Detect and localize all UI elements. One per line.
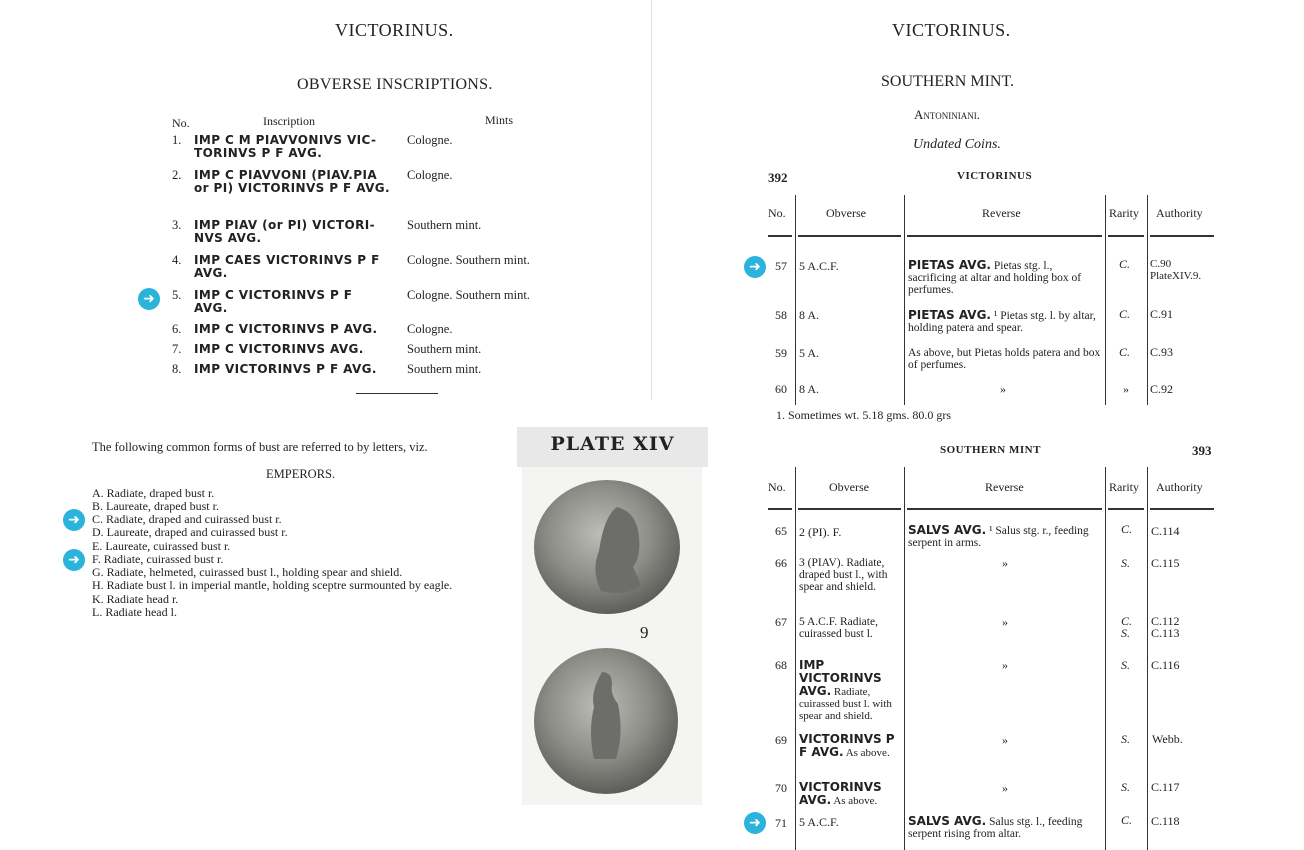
cell-rarity: S.: [1121, 780, 1130, 794]
cell-rarity: C.: [1119, 345, 1131, 359]
inscription-text: IMP CAES VICTORINVS P F AVG.: [194, 253, 380, 280]
cell-rarity: S.: [1121, 732, 1130, 746]
running-head: VICTORINUS: [957, 170, 1033, 182]
inscription-text: IMP VICTORINVS P F AVG.: [194, 362, 377, 376]
plate-title: PLATE XIV: [550, 433, 675, 455]
cell-authority: C.114: [1151, 524, 1180, 538]
header-rule: [798, 508, 901, 510]
header-rule: [907, 508, 1102, 510]
bust-item: A. Radiate, draped bust r.: [92, 486, 215, 500]
bust-item: D. Laureate, draped and cuirassed bust r.: [92, 525, 288, 539]
cell-reverse: [908, 815, 1102, 840]
header-rule: [1150, 508, 1214, 510]
header-rule: [1108, 235, 1144, 237]
cell-no: 71: [775, 816, 787, 830]
section-rule: [356, 393, 438, 394]
cell-obverse: 2 (PI). F.: [799, 525, 842, 539]
cell-obverse: 5 A.C.F.: [799, 815, 839, 829]
cell-no: 68: [775, 658, 787, 672]
emperors-heading: EMPERORS.: [266, 467, 336, 481]
row-number: 5.: [172, 288, 182, 302]
cell-reverse: [908, 309, 1102, 334]
reverse-legend: SALVS AVG.: [908, 523, 987, 537]
reverse-legend: SALVS AVG.: [908, 814, 987, 828]
inscription-text: IMP C VICTORINVS P AVG.: [194, 322, 378, 336]
col-divider: [1105, 467, 1106, 850]
cell-authority: C.118: [1151, 814, 1180, 828]
col-divider: [1147, 195, 1148, 405]
row-number: 3.: [172, 218, 182, 232]
cell-rarity: S.: [1121, 556, 1130, 570]
header-rule: [1108, 508, 1144, 510]
reverse-desc: ¹ Pietas stg. l. by altar, holding patera and spear.: [908, 310, 1096, 334]
obverse-desc: Radiate, cuirassed bust l. with spear and shield.: [799, 686, 892, 722]
mint-text: Cologne.: [407, 133, 453, 147]
inscription-text: IMP PIAV (or PI) VICTORI-NVS AVG.: [194, 218, 375, 245]
cell-authority: C.93: [1150, 345, 1174, 359]
header-authority: Authority: [1156, 480, 1203, 494]
header-rule: [798, 235, 901, 237]
mint-heading: SOUTHERN MINT.: [881, 73, 1015, 90]
header-rule: [1150, 235, 1214, 237]
cell-no: 67: [775, 615, 787, 629]
obverse-legend: VICTORINVS P F AVG.: [799, 732, 895, 759]
cell-authority: C.117: [1151, 780, 1180, 794]
cell-authority: Webb.: [1152, 732, 1183, 746]
row-number: 8.: [172, 362, 182, 376]
cell-reverse: [908, 524, 1102, 549]
bust-item: B. Laureate, draped bust r.: [92, 499, 219, 513]
header-rule: [907, 235, 1102, 237]
col-divider: [795, 195, 796, 405]
page-divider: [651, 0, 652, 400]
cell-rarity: C.: [1119, 257, 1131, 271]
cell-rarity: S.: [1121, 658, 1130, 672]
bust-item: H. Radiate bust l. in imperial mantle, holding sceptre surmounted by eagle.: [92, 578, 453, 592]
left-page-title: VICTORINUS.: [335, 20, 454, 40]
denomination-heading: Antoniniani.: [914, 107, 980, 122]
cell-no: 65: [775, 524, 787, 538]
reverse-legend: PIETAS AVG.: [908, 308, 991, 322]
cell-obverse: [799, 781, 903, 807]
cell-authority: C.112 C.113: [1151, 614, 1180, 640]
col-divider: [904, 467, 905, 850]
cell-reverse: »: [1000, 382, 1006, 396]
cell-no: 59: [775, 346, 787, 360]
row-number: 1.: [172, 133, 182, 147]
row-number: 4.: [172, 253, 182, 267]
cell-reverse: »: [1002, 615, 1008, 629]
header-rarity: Rarity: [1109, 206, 1139, 220]
reverse-desc: Pietas stg. l., sacrificing at altar and holding box of perfumes.: [908, 260, 1082, 296]
arrow-right-circle-icon: ➜: [63, 509, 85, 531]
cell-rarity: »: [1123, 382, 1129, 396]
cell-obverse: 5 A.C.F.: [799, 259, 839, 273]
obverse-legend: IMP VICTORINVS AVG.: [799, 658, 882, 698]
header-reverse: Reverse: [982, 206, 1021, 220]
coin-illustration: [522, 467, 702, 805]
bust-item: K. Radiate head r.: [92, 592, 179, 606]
cell-obverse: 5 A.C.F. Radiate, cuirassed bust l.: [799, 616, 878, 640]
mint-text: Cologne.: [407, 168, 453, 182]
footnote: 1. Sometimes wt. 5.18 gms. 80.0 grs: [776, 408, 952, 422]
reverse-desc: ¹ Salus stg. r., feeding serpent in arms.: [908, 525, 1089, 549]
cell-authority: C.116: [1151, 658, 1180, 672]
inscription-text: IMP C PIAVVONI (PIAV.PIA or PI) VICTORINVS P F AVG.: [194, 168, 390, 195]
cell-authority: C.115: [1151, 556, 1180, 570]
col-header-no: No.: [172, 116, 190, 130]
mint-text: Southern mint.: [407, 362, 482, 376]
page-number-393: 393: [1192, 443, 1212, 458]
arrow-right-circle-icon: ➜: [744, 256, 766, 278]
bust-item: F. Radiate, cuirassed bust r.: [92, 552, 224, 566]
cell-rarity: C.: [1119, 307, 1131, 321]
cell-authority: C.91: [1150, 307, 1174, 321]
cell-obverse: 8 A.: [799, 382, 820, 396]
mint-text: Southern mint.: [407, 218, 482, 232]
row-number: 2.: [172, 168, 182, 182]
cell-obverse: 5 A.: [799, 346, 820, 360]
inscription-text: IMP C VICTORINVS P F AVG.: [194, 288, 353, 315]
col-divider: [1147, 467, 1148, 850]
header-obverse: Obverse: [829, 480, 869, 494]
header-rule: [768, 508, 792, 510]
cell-reverse: »: [1002, 781, 1008, 795]
header-authority: Authority: [1156, 206, 1203, 220]
cell-obverse: 3 (PIAV). Radiate, draped bust l., with spear and shield.: [799, 557, 888, 593]
row-number: 7.: [172, 342, 182, 356]
header-no: No.: [768, 480, 786, 494]
obverse-desc: As above.: [845, 747, 890, 759]
cell-rarity: C. S.: [1121, 614, 1133, 640]
arrow-right-circle-icon: ➜: [744, 812, 766, 834]
left-page-subtitle: OBVERSE INSCRIPTIONS.: [297, 76, 493, 93]
mint-text: Cologne.: [407, 322, 453, 336]
cell-rarity: C.: [1121, 522, 1133, 536]
page-number-392: 392: [768, 170, 788, 185]
cell-reverse: »: [1002, 658, 1008, 672]
cell-no: 69: [775, 733, 787, 747]
header-no: No.: [768, 206, 786, 220]
cell-no: 57: [775, 259, 787, 273]
bust-intro: The following common forms of bust are referred to by letters, viz.: [92, 440, 428, 454]
cell-no: 58: [775, 308, 787, 322]
cell-reverse: »: [1002, 556, 1008, 570]
header-obverse: Obverse: [826, 206, 866, 220]
cell-rarity: C.: [1121, 813, 1133, 827]
cell-obverse: [799, 659, 903, 722]
col-header-inscription: Inscription: [263, 114, 315, 128]
reverse-legend: PIETAS AVG.: [908, 258, 991, 272]
cell-authority: C.92: [1150, 382, 1174, 396]
running-head: SOUTHERN MINT: [940, 444, 1041, 456]
cell-reverse: »: [1002, 733, 1008, 747]
arrow-right-circle-icon: ➜: [138, 288, 160, 310]
obverse-legend: VICTORINVS AVG.: [799, 780, 882, 807]
inscription-text: IMP C VICTORINVS AVG.: [194, 342, 364, 356]
cell-obverse: 8 A.: [799, 308, 820, 322]
bust-item: C. Radiate, draped and cuirassed bust r.: [92, 512, 282, 526]
mint-text: Cologne. Southern mint.: [407, 288, 530, 302]
cell-obverse: [799, 733, 903, 759]
cell-no: 60: [775, 382, 787, 396]
col-divider: [795, 467, 796, 850]
undated-heading: Undated Coins.: [913, 137, 1001, 152]
bust-item: E. Laureate, cuirassed bust r.: [92, 539, 231, 553]
cell-no: 66: [775, 556, 787, 570]
cell-reverse: [908, 259, 1102, 296]
col-header-mints: Mints: [485, 113, 514, 127]
arrow-right-circle-icon: ➜: [63, 549, 85, 571]
mint-text: Cologne. Southern mint.: [407, 253, 530, 267]
coin-number: 9: [640, 623, 649, 642]
row-number: 6.: [172, 322, 182, 336]
bust-item: G. Radiate, helmeted, cuirassed bust l., holding spear and shield.: [92, 565, 403, 579]
right-page-title: VICTORINUS.: [892, 20, 1011, 40]
bust-item: L. Radiate head l.: [92, 605, 177, 619]
header-rarity: Rarity: [1109, 480, 1139, 494]
inscription-text: IMP C M PIAVVONIVS VIC-TORINVS P F AVG.: [194, 133, 377, 160]
cell-authority: C.90 PlateXIV.9.: [1150, 258, 1202, 282]
header-reverse: Reverse: [985, 480, 1024, 494]
header-rule: [768, 235, 792, 237]
cell-no: 70: [775, 781, 787, 795]
mint-text: Southern mint.: [407, 342, 482, 356]
obverse-desc: As above.: [833, 795, 878, 807]
reverse-desc: Salus stg. l., feeding serpent rising from altar.: [908, 816, 1083, 840]
col-divider: [904, 195, 905, 405]
cell-reverse: As above, but Pietas holds patera and box of perfumes.: [908, 347, 1101, 371]
plate-header: [517, 427, 708, 467]
col-divider: [1105, 195, 1106, 405]
coin-photo: [522, 467, 702, 805]
